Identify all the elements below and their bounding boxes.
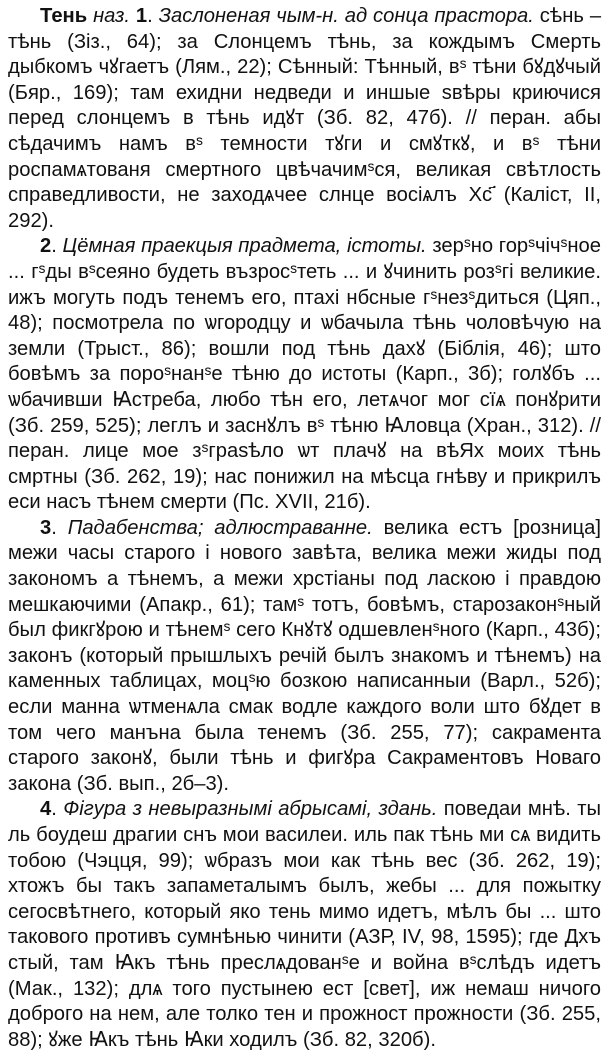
sense-3-paragraph: 3. Падабенства; адлюстраванне. велика естъ [розница] межи часы старого і нового завѣта, велика межи жиды под закономъ а тѣнемъ, а межи хрстіаны под ласкою і правдою мешкаючими (Апакр., 61); тамˢ тотъ, бовѣмъ, старозаконˢный был фикгꙋрою и тѣнемˢ сего Кнꙋтꙋ одшевленˢного (Карп., 43б); законъ (который прышлыхъ речій былъ знакомъ и тѣнемъ) на каменных таблицах, моцˢю бозкою написанныи (Варл., 52б); если манна ѡтменѧла смак водле каждого воли што бꙋдет в том чего манъна была тенемъ (Зб. 255, 77); сакрамента старого законꙋ, были тѣнь и фигꙋра Сакраментовъ Новаго закона (Зб. вып., 2б–3).: [8, 516, 601, 795]
headword: Тень: [40, 5, 88, 27]
sense-2-number: 2: [40, 235, 52, 258]
sense-1-number: 1: [135, 5, 148, 27]
sense-4-number: 4: [40, 798, 52, 821]
sense-2-paragraph: 2. Цёмная праекцыя прадмета, істоты. зерˢно горˢчічˢное ... гˢды вˢсеяно будеть възросˢтеть ... и ꙋчинить розˢгі великие. ижъ могуть подъ тенемъ его, птахі нбсные гˢнезˢдиться (Цяп., 48); посмотрела по ѡгородцу и ѡбачыла тѣнь чоловѣчую на земли (Трыст., 86); вошли под тѣнь дахꙋ (Біблія, 46); што бовѣмъ за пороˢнанˢе тѣню до истоты (Карп., 3б); голꙋбъ ... ѡбачивши Ꙗстреба, любо тѣн его, летѧчог мог сїѧ понꙋрити (Зб. 259, 525); леглъ и заснꙋлъ вˢ тѣню Ꙗловца (Хран., 312). // перан. лице мое зˢграѕѣло ѡт плачꙋ на вѣЯх моих тѣнь смртны (Зб. 262, 19); нас понижил на мѣсца гнѣву и прикрилъ еси насъ тѣнем смерти (Пс. XVII, 21б).: [8, 235, 602, 514]
grammar-label: наз.: [93, 5, 130, 27]
sense-3-number: 3: [40, 516, 52, 539]
sense-4-definition: Фігура з невыразнымі абрысамі, здань.: [63, 798, 438, 821]
sense-1-definition: Заслоненая чым-н. ад сонца прастора.: [158, 5, 534, 27]
sense-4-citations: поведаи мнѣ. ты ль боудеш драгии снъ мои василеи. иль пак тѣнь ми сѧ видить тобою (Чэцця, 99); ѡбразъ мои как тѣнь вес (Зб. 262, 19); хтожъ бы такъ запаметалымъ былъ, жебы ... для пожытку сегосвѣтнего, который яко тень мимо идетъ, мѣлъ бы ... што такового противъ сумнѣнью чинити (АЗР, IV, 98, 1595); где Дхъ стый, там Ꙗкъ тѣнь преслѧдованˢе и война вˢслѣдъ идетъ (Мак., 132); длѧ того пустынею ест [свет], иж немаш ничого доброго на нем, але толко тен и прожност прожности (Зб. 255, 88); ꙋже Ꙗкъ тѣнь Ꙗки ходилъ (Зб. 82, 320б).: [8, 798, 602, 1051]
sense-1-citations: сѣнь – тѣнь (Зіз., 64); за Слонцемъ тѣнь, за кождымъ Смерть дыбкомъ чꙋгаетъ (Лям., 22); Сѣнный: Тѣнный, вˢ тѣни бꙋдꙋчый (Бяр., 169); там ехидни недведи и иншые ѕвѣры криючися перед слонцемъ в тѣнь идꙋт (Зб. 82, 47б). // перан. абы сѣдачимъ намъ вˢ темности тꙋги и смꙋткꙋ, и вˢ тѣни роспамѧтованя смертного цвѣчачимˢся, великая свѣтлость справедливости, не заходѧчее слнце восіѧлъ Хс҃ (Каліст, II, 292).: [8, 5, 602, 232]
sense-3-citations: велика естъ [розница] межи часы старого і нового завѣта, велика межи жиды под закономъ а тѣнемъ, а межи хрстіаны под ласкою і правдою мешкаючими (Апакр., 61); тамˢ тотъ, бовѣмъ, старозаконˢный был фикгꙋрою и тѣнемˢ сего Кнꙋтꙋ одшевленˢного (Карп., 43б); законъ (который прышлыхъ речій былъ знакомъ и тѣнемъ) на каменных таблицах, моцˢю бозкою написанныи (Варл., 52б); если манна ѡтменѧла смак водле каждого воли што бꙋдет в том чего манъна была тенемъ (Зб. 255, 77); сакрамента старого законꙋ, были тѣнь и фигꙋра Сакраментовъ Новаго закона (Зб. вып., 2б–3).: [8, 516, 601, 795]
sense-2-definition: Цёмная праекцыя прадмета, істоты.: [62, 235, 427, 258]
sense-4-paragraph: 4. Фігура з невыразнымі абрысамі, здань. поведаи мнѣ. ты ль боудеш драгии снъ мои василеи. иль пак тѣнь ми сѧ видить тобою (Чэцця, 99); ѡбразъ мои как тѣнь вес (Зб. 262, 19); хтожъ бы такъ запаметалымъ былъ, жебы ... для пожытку сегосвѣтнего, который яко тень мимо идетъ, мѣлъ бы ... што такового противъ сумнѣнью чинити (АЗР, IV, 98, 1595); где Дхъ стый, там Ꙗкъ тѣнь преслѧдованˢе и война вˢслѣдъ идетъ (Мак., 132); длѧ того пустынею ест [свет], иж немаш ничого доброго на нем, але толко тен и прожност прожности (Зб. 255, 88); ꙋже Ꙗкъ тѣнь Ꙗки ходилъ (Зб. 82, 320б).: [8, 798, 602, 1051]
sense-1-paragraph: Тень наз. 1. Заслоненая чым-н. ад сонца прастора. сѣнь – тѣнь (Зіз., 64); за Слонцемъ тѣнь, за кождымъ Смерть дыбкомъ чꙋгаетъ (Лям., 22); Сѣнный: Тѣнный, вˢ тѣни бꙋдꙋчый (Бяр., 169); там ехидни недведи и иншые ѕвѣры криючися перед слонцемъ в тѣнь идꙋт (Зб. 82, 47б). // перан. абы сѣдачимъ намъ вˢ темности тꙋги и смꙋткꙋ, и вˢ тѣни роспамѧтованя смертного цвѣчачимˢся, великая свѣтлость справедливости, не заходѧчее слнце восіѧлъ Хс҃ (Каліст, II, 292).: [8, 5, 602, 232]
sense-3-definition: Падабенства; адлюстраванне.: [67, 516, 373, 539]
sense-2-citations: зерˢно горˢчічˢное ... гˢды вˢсеяно будеть възросˢтеть ... и ꙋчинить розˢгі великие. ижъ могуть подъ тенемъ его, птахі нбсные гˢнезˢдиться (Цяп., 48); посмотрела по ѡгородцу и ѡбачыла тѣнь чоловѣчую на земли (Трыст., 86); вошли под тѣнь дахꙋ (Біблія, 46); што бовѣмъ за пороˢнанˢе тѣню до истоты (Карп., 3б); голꙋбъ ... ѡбачивши Ꙗстреба, любо тѣн его, летѧчог мог сїѧ понꙋрити (Зб. 259, 525); леглъ и заснꙋлъ вˢ тѣню Ꙗловца (Хран., 312). // перан. лице мое зˢграѕѣло ѡт плачꙋ на вѣЯх моих тѣнь смртны (Зб. 262, 19); нас понижил на мѣсца гнѣву и прикрилъ еси насъ тѣнем смерти (Пс. XVII, 21б).: [8, 235, 602, 514]
